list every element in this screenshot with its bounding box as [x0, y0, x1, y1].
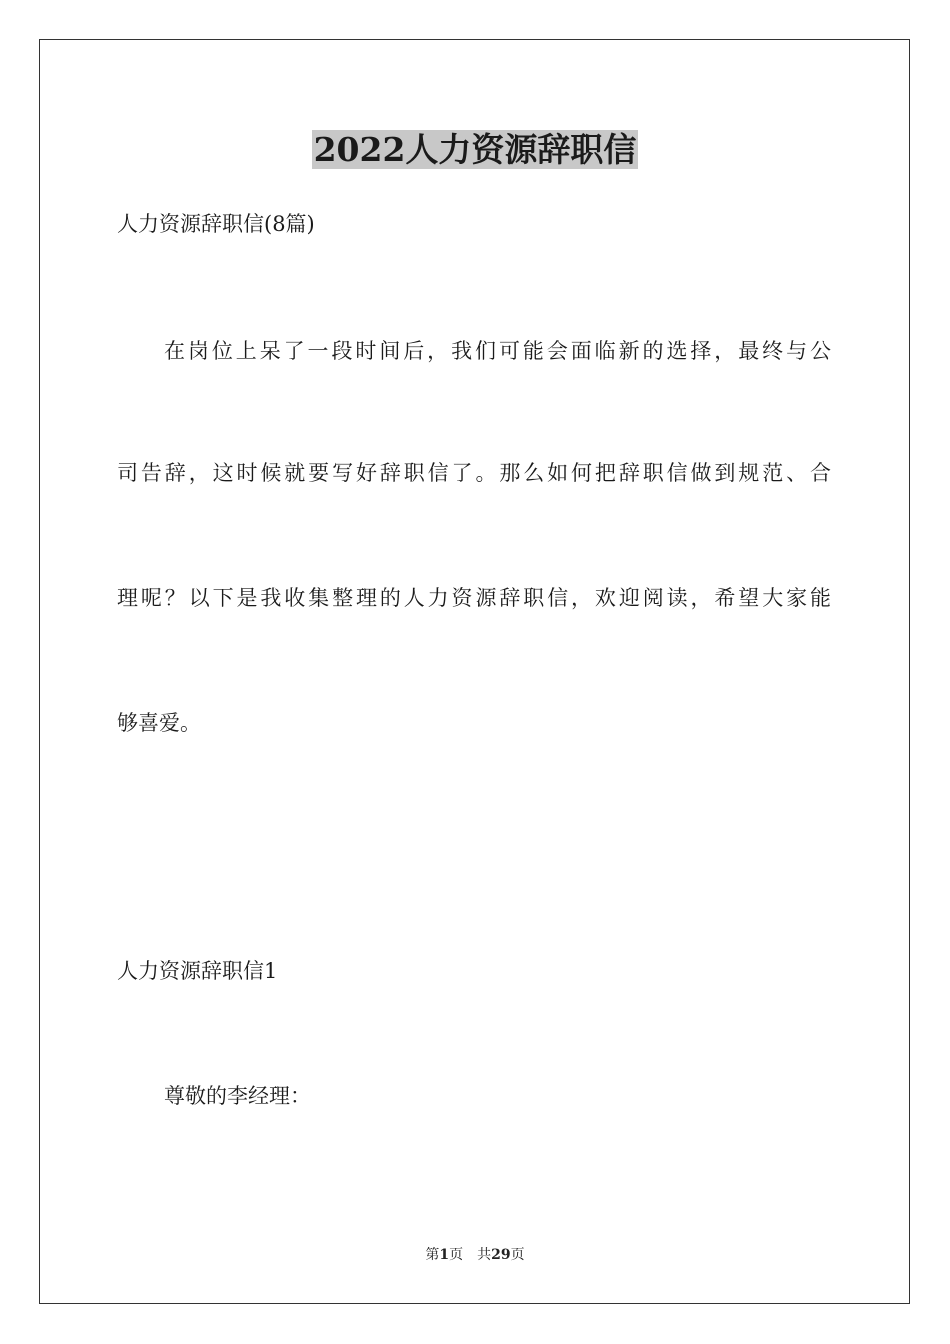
- document-title: [0, 128, 950, 172]
- footer-page-prefix: 第: [425, 1247, 440, 1263]
- page-footer: [0, 1245, 950, 1265]
- footer-page-number: 1: [439, 1247, 450, 1263]
- intro-paragraph-line-4: 够喜爱。: [117, 711, 201, 735]
- footer-total-pages: 29: [491, 1247, 511, 1263]
- intro-paragraph-line-2: 司告辞，这时候就要写好辞职信了。那么如何把辞职信做到规范、合: [117, 461, 831, 485]
- document-title-text: 2022人力资源辞职信: [313, 130, 637, 169]
- document-subtitle: 人力资源辞职信(8篇): [117, 212, 315, 236]
- intro-paragraph-line-3: 理呢？以下是我收集整理的人力资源辞职信，欢迎阅读，希望大家能: [117, 586, 831, 610]
- footer-total-suffix: 页: [510, 1247, 525, 1263]
- footer-page-suffix: 页: [449, 1247, 464, 1263]
- intro-paragraph-line-1: 在岗位上呆了一段时间后，我们可能会面临新的选择，最终与公: [164, 339, 831, 363]
- footer-total-prefix: 共: [477, 1247, 492, 1263]
- salutation: 尊敬的李经理：: [164, 1084, 311, 1108]
- section-heading: 人力资源辞职信1: [117, 959, 278, 983]
